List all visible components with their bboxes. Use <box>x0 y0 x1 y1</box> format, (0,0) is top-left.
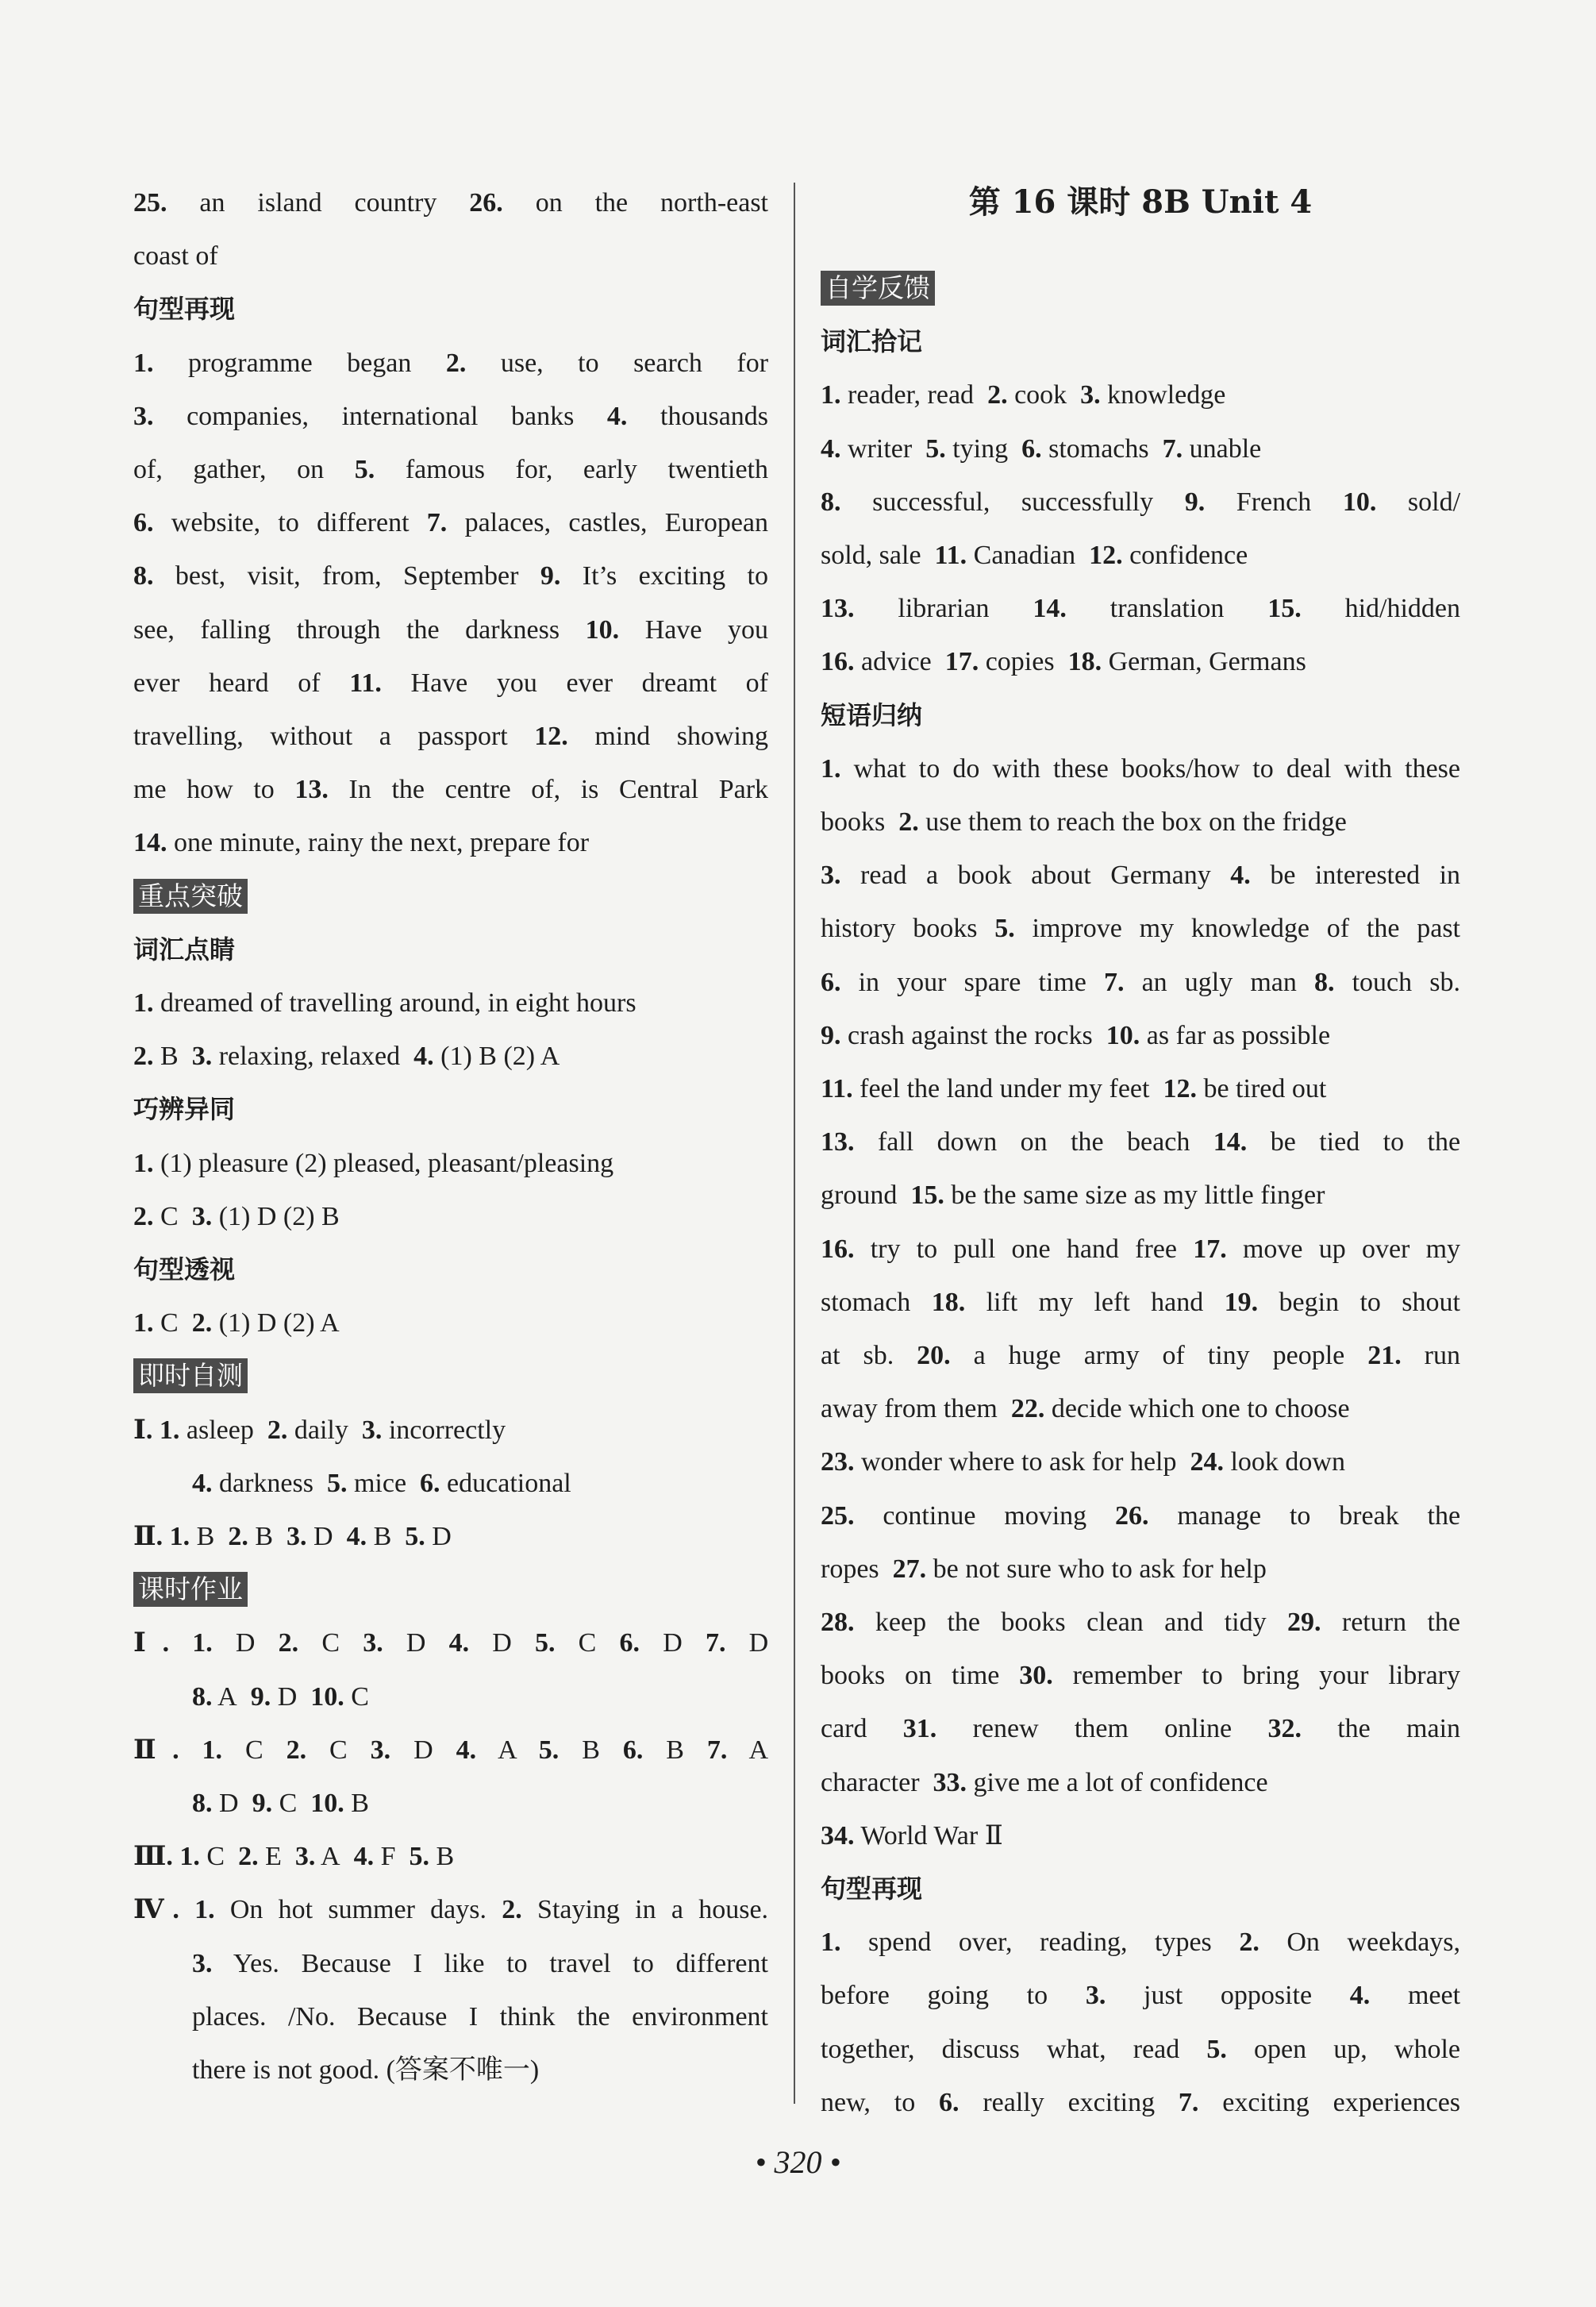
answer-line: away from them 22. decide which one to choose <box>821 1394 1350 1424</box>
section-heading: 句型透视 <box>133 1254 236 1285</box>
answer-line: 1. C 2. (1) D (2) A <box>133 1308 340 1338</box>
answer-line: 8. D 9. C 10. B <box>192 1789 369 1819</box>
answer-line: 1. reader, read 2. cook 3. knowledge <box>821 380 1226 410</box>
section-heading: 短语归纳 <box>821 699 923 730</box>
answer-line: before going to 3. just opposite 4. meet <box>821 1981 1461 2011</box>
answer-line: new, to 6. really exciting 7. exciting experiences <box>821 2087 1461 2117</box>
answer-line: books on time 30. remember to bring your library <box>821 1661 1460 1691</box>
answer-line: 3. Yes. Because I like to travel to different <box>192 1948 768 1978</box>
answer-line: 13. librarian 14. translation 15. hid/hidden <box>821 594 1461 624</box>
answer-line: 3. read a book about Germany 4. be interested in <box>821 861 1461 891</box>
answer-line: 28. keep the books clean and tidy 29. return the <box>821 1608 1461 1638</box>
answer-line: 9. crash against the rocks 10. as far as possible <box>821 1020 1331 1050</box>
section-heading: 词汇点睛 <box>133 934 236 965</box>
answer-line: at sb. 20. a huge army of tiny people 21. run <box>821 1341 1460 1371</box>
answer-line: me how to 13. In the centre of, is Central Park <box>133 775 769 805</box>
answer-line: 2. C 3. (1) D (2) B <box>133 1201 340 1231</box>
section-heading: 巧辨异同 <box>133 1094 236 1125</box>
answer-line: of, gather, on 5. famous for, early twentieth <box>133 455 768 485</box>
answer-line: sold, sale 11. Canadian 12. confidence <box>821 541 1248 570</box>
left-column <box>133 176 768 2097</box>
answer-line: 23. wonder where to ask for help 24. look down <box>821 1447 1345 1477</box>
right-column <box>821 183 1460 2129</box>
answer-line: card 31. renew them online 32. the main <box>821 1714 1461 1744</box>
answer-line: Ⅰ. 1. asleep 2. daily 3. incorrectly <box>133 1415 506 1445</box>
answer-line: 3. companies, international banks 4. thousands <box>133 401 769 431</box>
answer-line: 11. feel the land under my feet 12. be tired out <box>821 1074 1327 1104</box>
answer-line: 1. dreamed of travelling around, in eight hours <box>133 988 636 1019</box>
answer-line: 8. A 9. D 10. C <box>192 1681 369 1712</box>
section-tag: 重点突破 <box>133 879 248 914</box>
answer-line: books 2. use them to reach the box on the fridge <box>821 807 1347 838</box>
answer-line: Ⅳ. 1. On hot summer days. 2. Staying in a house. <box>133 1895 769 1925</box>
answer-line: Ⅰ. 1. D 2. C 3. D 4. D 5. C 6. D 7. D <box>133 1628 769 1658</box>
section-tag: 自学反馈 <box>821 271 935 306</box>
answer-line: 34. World War Ⅱ <box>821 1820 1003 1851</box>
answer-line: places. /No. Because I think the environment <box>192 2001 768 2032</box>
answer-line: 4. darkness 5. mice 6. educational <box>192 1468 571 1498</box>
answer-line: travelling, without a passport 12. mind showing <box>133 722 768 752</box>
answer-line: 8. best, visit, from, September 9. It’s exciting to <box>133 561 768 591</box>
section-heading: 句型再现 <box>133 294 236 325</box>
answer-line: ground 15. be the same size as my little finger <box>821 1180 1325 1211</box>
section-heading: 句型再现 <box>821 1874 923 1905</box>
answer-line: character 33. give me a lot of confidence <box>821 1767 1268 1797</box>
page-title: 第 16 课时 8B Unit 4 <box>968 183 1313 221</box>
answer-line: ropes 27. be not sure who to ask for help <box>821 1554 1267 1584</box>
answer-line: there is not good. (答案不唯一) <box>192 2055 540 2086</box>
answer-line: history books 5. improve my knowledge of the past <box>821 914 1460 944</box>
answer-line: Ⅲ. 1. C 2. E 3. A 4. F 5. B <box>133 1842 455 1872</box>
page-number: • 320 • <box>755 2144 841 2180</box>
answer-line: 4. writer 5. tying 6. stomachs 7. unable <box>821 433 1262 464</box>
answer-line: 6. website, to different 7. palaces, castles, European <box>133 508 769 538</box>
answer-line: 25. an island country 26. on the north-east <box>133 188 768 218</box>
answer-line: ever heard of 11. Have you ever dreamt of <box>133 668 769 698</box>
section-tag: 即时自测 <box>133 1358 248 1393</box>
answer-line: see, falling through the darkness 10. Have you <box>133 614 768 645</box>
section-tag: 课时作业 <box>133 1572 248 1607</box>
column-divider <box>794 183 795 2104</box>
section-heading: 词汇拾记 <box>821 326 923 357</box>
answer-line: 1. spend over, reading, types 2. On weekdays, <box>821 1928 1461 1958</box>
answer-line: together, discuss what, read 5. open up, whole <box>821 2034 1460 2064</box>
answer-line: 13. fall down on the beach 14. be tied to the <box>821 1127 1461 1157</box>
answer-line: 14. one minute, rainy the next, prepare for <box>133 828 590 858</box>
answer-line: 6. in your spare time 7. an ugly man 8. touch sb. <box>821 967 1460 997</box>
answer-line: stomach 18. lift my left hand 19. begin to shout <box>821 1287 1460 1317</box>
answer-line: 16. try to pull one hand free 17. move up over my <box>821 1234 1461 1264</box>
answer-line: 8. successful, successfully 9. French 10. sold/ <box>821 487 1461 517</box>
answer-line: 2. B 3. relaxing, relaxed 4. (1) B (2) A <box>133 1042 560 1072</box>
answer-line: Ⅱ. 1. C 2. C 3. D 4. A 5. B 6. B 7. A <box>133 1735 769 1765</box>
answer-line: Ⅱ. 1. B 2. B 3. D 4. B 5. D <box>133 1522 452 1552</box>
answer-line: 25. continue moving 26. manage to break the <box>821 1500 1461 1531</box>
answer-line: 1. (1) pleasure (2) pleased, pleasant/pleasing <box>133 1148 614 1178</box>
answer-line: 1. what to do with these books/how to deal with these <box>821 753 1460 784</box>
answer-line: coast of <box>133 241 218 272</box>
answer-line: 1. programme began 2. use, to search for <box>133 348 769 378</box>
answer-line: 16. advice 17. copies 18. German, Germans <box>821 647 1306 677</box>
